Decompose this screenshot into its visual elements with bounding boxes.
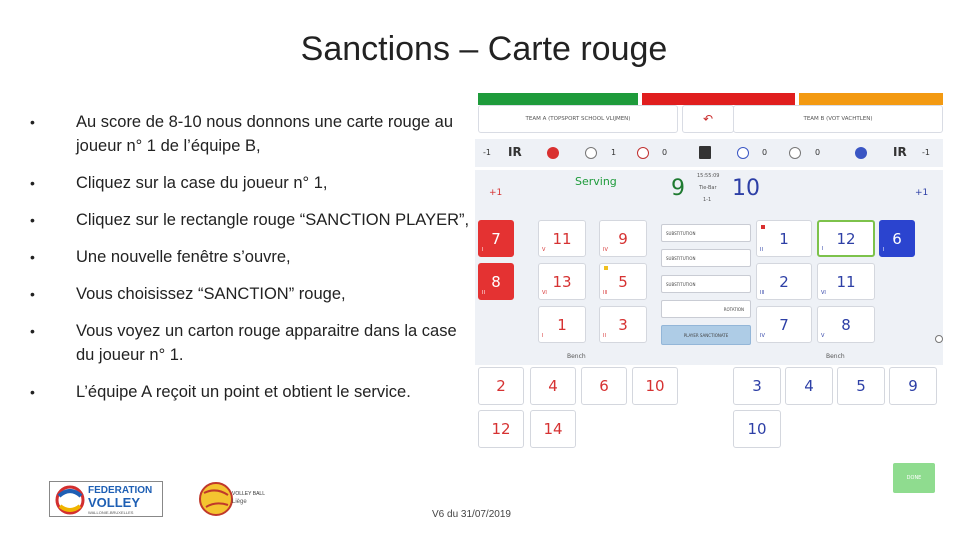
player-number: 1 xyxy=(779,229,789,248)
logo-line2: VOLLEY xyxy=(88,495,141,510)
rotation-position: I xyxy=(482,247,484,253)
bullet-item xyxy=(30,319,470,367)
court-a-player-cell[interactable] xyxy=(599,263,647,300)
bullet-item xyxy=(30,208,470,232)
team-b-plus-one-button[interactable]: +1 xyxy=(915,188,929,198)
player-number: 11 xyxy=(552,229,572,248)
rotation-position: V xyxy=(821,333,825,339)
rotation-label: ROTATION xyxy=(723,306,744,312)
bullet-text: Vous voyez un carton rouge apparaitre dans la case du joueur n° 1. xyxy=(76,322,457,364)
bullet-glyph: • xyxy=(30,286,35,302)
player-number: 4 xyxy=(548,377,558,395)
rotation-position: II xyxy=(482,290,485,296)
team-b-ir-button[interactable]: IR xyxy=(893,145,907,159)
substitution-box[interactable] xyxy=(661,224,751,242)
rotation-position: IV xyxy=(603,247,608,253)
court-a-player-cell[interactable] xyxy=(538,220,586,257)
player-number: 10 xyxy=(645,377,665,395)
player-number: 4 xyxy=(804,377,814,395)
serving-indicator: Serving xyxy=(575,175,617,188)
team-b-name: TEAM B (VOT VACHTLEN) xyxy=(803,116,873,122)
team-b-substitution-icon[interactable] xyxy=(789,147,801,159)
rotation-position: I xyxy=(542,333,544,339)
undo-button[interactable] xyxy=(682,105,734,133)
bullet-list xyxy=(30,110,470,417)
bullet-item xyxy=(30,282,470,306)
player-number: 3 xyxy=(752,377,762,395)
player-number: 8 xyxy=(841,315,851,334)
player-number: 11 xyxy=(836,272,856,291)
substitution-box[interactable] xyxy=(661,249,751,267)
team-a-ir-button[interactable]: IR xyxy=(508,145,522,159)
rotation-position: III xyxy=(603,290,608,296)
team-a-name: TEAM A (TOPSPORT SCHOOL VLIJMEN) xyxy=(525,116,631,122)
bullet-glyph: • xyxy=(30,384,35,400)
bullet-glyph: • xyxy=(30,323,35,339)
team-b-sanction-icon[interactable] xyxy=(855,147,867,159)
sets-score: 1-1 xyxy=(703,197,712,203)
logo-line3: WALLONIE-BRUXELLES xyxy=(88,510,134,515)
team-a-timeout-icon[interactable] xyxy=(637,147,649,159)
red-card-marker xyxy=(761,225,765,229)
bench-a-player[interactable] xyxy=(632,367,678,405)
bullet-item xyxy=(30,380,470,404)
bullet-item xyxy=(30,110,470,158)
court-a-player-cell[interactable] xyxy=(538,306,586,343)
bullet-item xyxy=(30,171,470,195)
rotation-position: II xyxy=(760,247,763,253)
version-footer: V6 du 31/07/2019 xyxy=(432,509,511,520)
team-b-score: 10 xyxy=(732,176,760,201)
team-a-color-bar xyxy=(478,93,638,105)
bullet-text: Cliquez sur la case du joueur n° 1, xyxy=(76,174,328,192)
rotation-position: II xyxy=(603,333,606,339)
court-a-player-cell[interactable] xyxy=(478,263,514,300)
team-a-plus-one-button[interactable]: +1 xyxy=(489,188,503,198)
player-number: 10 xyxy=(747,420,767,438)
rotation-position: I xyxy=(822,246,824,252)
bullet-text: Cliquez sur le rectangle rouge “SANCTION PLAYER”, xyxy=(76,211,470,229)
vb-logo-line1: VOLLEY BALL xyxy=(232,491,265,497)
team-a-substitution-icon[interactable] xyxy=(585,147,597,159)
bench-b-player[interactable] xyxy=(837,367,885,405)
team-a-accent-bar xyxy=(642,93,795,105)
court-b-player-cell[interactable] xyxy=(817,306,875,343)
player-number: 7 xyxy=(491,229,501,248)
undo-icon: ↶ xyxy=(702,112,714,126)
team-a-name-box[interactable] xyxy=(478,105,678,133)
team-b-minus-button[interactable]: -1 xyxy=(922,148,930,157)
player-number: 2 xyxy=(779,272,789,291)
player-number: 1 xyxy=(557,315,567,334)
player-number: 12 xyxy=(491,420,511,438)
bench-b-player[interactable] xyxy=(785,367,833,405)
vb-logo-line2: Liège xyxy=(232,499,247,505)
sanction-player-label: PLAYER SANCTIONATE xyxy=(683,332,729,338)
bullet-text: L’équipe A reçoit un point et obtient le service. xyxy=(76,383,411,401)
court-a-player-cell[interactable] xyxy=(599,220,647,257)
player-number: 9 xyxy=(908,377,918,395)
team-b-substitution-count: 0 xyxy=(815,148,821,157)
rotation-position: V xyxy=(542,247,546,253)
team-a-score: 9 xyxy=(671,176,685,201)
done-label: DONE xyxy=(906,475,922,481)
scoresheet-app-screenshot xyxy=(475,93,943,498)
player-number: 13 xyxy=(552,272,572,291)
logo-line1: FEDERATION xyxy=(88,485,153,496)
volleyball-icon xyxy=(198,479,260,519)
team-a-timeout-count: 0 xyxy=(662,148,668,157)
sanction-player-button[interactable] xyxy=(661,325,751,345)
rotation-position: I xyxy=(883,247,885,253)
done-button[interactable] xyxy=(893,463,935,493)
court-b-player-cell[interactable] xyxy=(879,220,915,257)
slide-title: Sanctions – Carte rouge xyxy=(300,30,668,68)
substitution-label: SUBSTITUTION xyxy=(666,230,696,236)
bench-b-label: Bench xyxy=(826,353,845,360)
player-number: 9 xyxy=(618,229,628,248)
court-a-player-cell[interactable] xyxy=(538,263,586,300)
court-a-player-cell[interactable] xyxy=(478,220,514,257)
team-a-minus-button[interactable]: -1 xyxy=(483,148,491,157)
player-number: 7 xyxy=(779,315,789,334)
bullet-glyph: • xyxy=(30,175,35,191)
bullet-text: Vous choisissez “SANCTION” rouge, xyxy=(76,285,346,303)
bullet-text: Une nouvelle fenêtre s’ouvre, xyxy=(76,248,291,266)
team-b-name-box[interactable] xyxy=(733,105,943,133)
player-number: 6 xyxy=(599,377,609,395)
rotation-position: VI xyxy=(821,290,826,296)
bullet-glyph: • xyxy=(30,114,35,130)
team-b-timeout-icon[interactable] xyxy=(737,147,749,159)
bench-a-player[interactable] xyxy=(530,410,576,448)
player-number: 2 xyxy=(496,377,506,395)
bench-a-player[interactable] xyxy=(478,367,524,405)
substitution-label: SUBSTITUTION xyxy=(666,281,696,287)
court-b-player-cell[interactable] xyxy=(817,263,875,300)
calendar-icon[interactable] xyxy=(699,146,711,159)
bench-a-player[interactable] xyxy=(581,367,627,405)
player-number: 5 xyxy=(856,377,866,395)
rotation-position: III xyxy=(760,290,765,296)
rotation-position: IV xyxy=(760,333,765,339)
substitution-box[interactable] xyxy=(661,275,751,293)
bench-a-player[interactable] xyxy=(530,367,576,405)
player-number: 5 xyxy=(618,272,628,291)
player-number: 12 xyxy=(836,229,856,248)
scroll-icon[interactable] xyxy=(935,335,943,343)
team-b-color-bar xyxy=(799,93,943,105)
team-a-substitution-count: 1 xyxy=(611,148,617,157)
match-time: 15:55:09 xyxy=(697,173,720,179)
bench-b-player[interactable] xyxy=(889,367,937,405)
tie-bar-label: Tie-Bar xyxy=(699,185,717,191)
court-a-player-cell[interactable] xyxy=(599,306,647,343)
rotation-position: VI xyxy=(542,290,547,296)
substitution-label: SUBSTITUTION xyxy=(666,255,696,261)
rotation-box[interactable] xyxy=(661,300,751,318)
court-b-player-cell[interactable] xyxy=(756,220,812,257)
bench-b-player[interactable] xyxy=(733,367,781,405)
player-number: 8 xyxy=(491,272,501,291)
bullet-glyph: • xyxy=(30,212,35,228)
player-number: 3 xyxy=(618,315,628,334)
bullet-text: Au score de 8-10 nous donnons une carte rouge au joueur n° 1 de l’équipe B, xyxy=(76,113,454,155)
bullet-item xyxy=(30,245,470,269)
federation-volley-logo xyxy=(49,481,163,517)
team-b-timeout-count: 0 xyxy=(762,148,768,157)
bullet-glyph: • xyxy=(30,249,35,265)
court-b-player-cell[interactable] xyxy=(756,263,812,300)
player-number: 6 xyxy=(892,229,902,248)
volleyball-liege-logo xyxy=(198,479,265,519)
court-b-player-cell[interactable] xyxy=(817,220,875,257)
bench-a-label: Bench xyxy=(567,353,586,360)
bench-b-player[interactable] xyxy=(733,410,781,448)
player-number: 14 xyxy=(543,420,563,438)
team-a-sanction-icon[interactable] xyxy=(547,147,559,159)
serve-marker xyxy=(604,266,608,270)
bench-a-player[interactable] xyxy=(478,410,524,448)
court-b-player-cell[interactable] xyxy=(756,306,812,343)
